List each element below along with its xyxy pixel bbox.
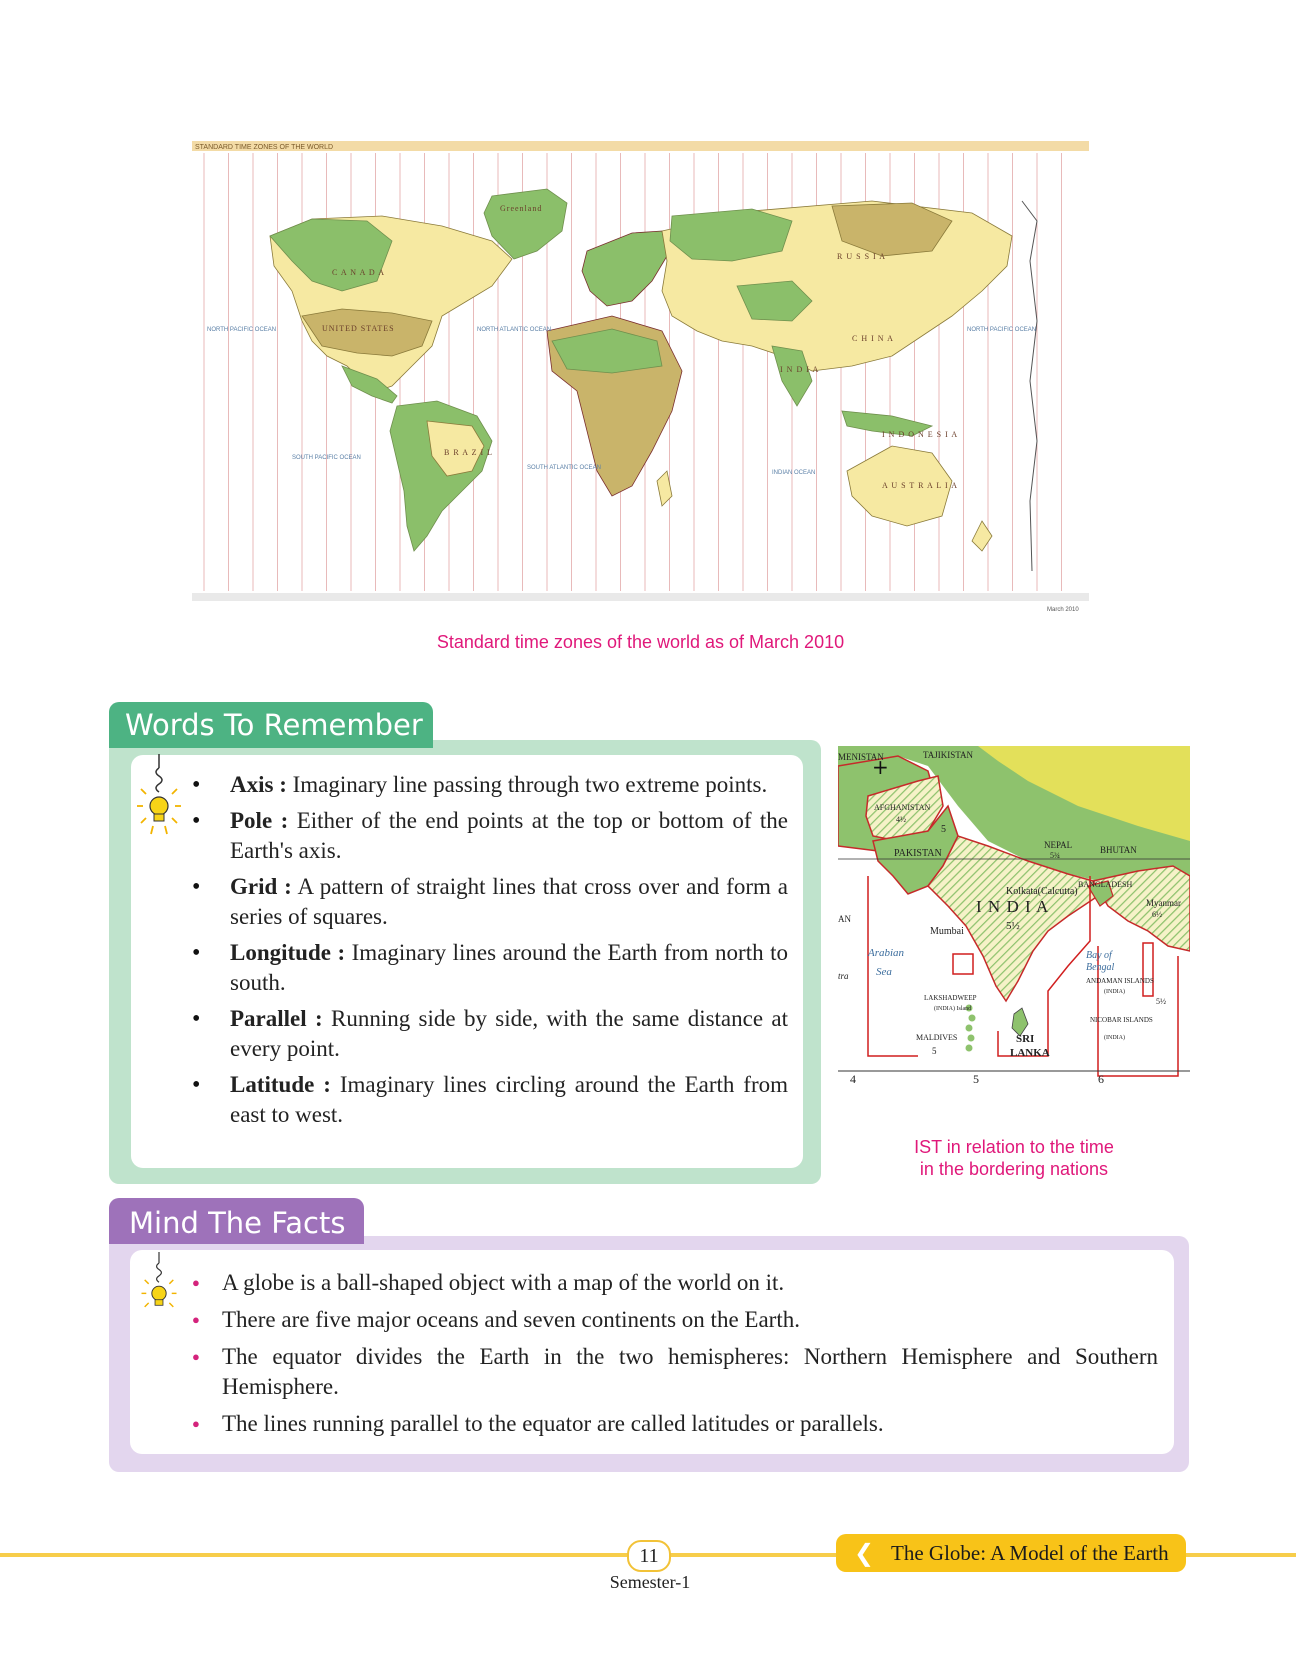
label-maldives: MALDIVES <box>916 1033 958 1042</box>
chapter-title: The Globe: A Model of the Earth <box>891 1541 1169 1565</box>
label-india: I N D I A <box>780 365 820 374</box>
tick-4: 4 <box>850 1072 856 1086</box>
label-lanka: LANKA <box>1010 1047 1050 1059</box>
label-pakistan: PAKISTAN <box>894 848 942 859</box>
map-title: STANDARD TIME ZONES OF THE WORLD <box>195 144 334 151</box>
label-bay-2: Bengal <box>1086 962 1115 973</box>
label-andaman: ANDAMAN ISLANDS <box>1086 977 1154 985</box>
label-india-tz: 5½ <box>1006 920 1020 932</box>
chevron-left-icon: ❮ <box>854 1539 875 1567</box>
tick-5: 5 <box>973 1072 979 1086</box>
label-nepal: NEPAL <box>1044 840 1073 850</box>
label-lakshadweep-note: (INDIA) Island <box>934 1006 972 1012</box>
label-bangladesh: BANGLADESH <box>1078 880 1133 889</box>
india-map-caption <box>838 1136 1190 1180</box>
label-nepal-tz: 5¾ <box>1050 851 1060 860</box>
plus-marker: + <box>872 755 889 779</box>
label-turkmenistan: MENISTAN <box>838 752 884 762</box>
word-item-grid <box>192 872 788 932</box>
fact-item: ● The equator divides the Earth in the two hemispheres: Northern Hemisphere and Southern Hemisphere. <box>192 1342 1158 1402</box>
word-definition: Imaginary lines around the Earth from north to south. <box>230 940 788 995</box>
label-andaman-tz: 5½ <box>1156 997 1166 1006</box>
label-myanmar: Myanmar <box>1146 898 1181 908</box>
word-item-longitude <box>192 938 788 998</box>
india-caption-line-2: in the bordering nations <box>919 1159 1109 1179</box>
tick-6: 6 <box>1098 1072 1104 1086</box>
label-bay-1: Bay of <box>1086 950 1112 961</box>
facts-list <box>192 1268 1158 1446</box>
word-term: Pole : <box>230 808 289 833</box>
label-sri: SRI <box>1016 1033 1035 1045</box>
label-russia: R U S S I A <box>837 252 887 261</box>
semester-label: Semester-1 <box>609 1572 691 1592</box>
label-south-pacific: SOUTH PACIFIC OCEAN <box>292 455 361 461</box>
word-term: Axis : <box>230 772 287 797</box>
india-time-zone-map <box>838 746 1190 1124</box>
label-south-atlantic: SOUTH ATLANTIC OCEAN <box>527 465 601 471</box>
mind-the-facts-title: Mind The Facts <box>109 1198 364 1244</box>
label-indonesia: I N D O N E S I A <box>882 430 959 439</box>
label-indian-ocean: INDIAN OCEAN <box>772 470 816 476</box>
word-item-parallel <box>192 1004 788 1064</box>
label-partial-2: tra <box>838 971 849 981</box>
label-arabian-2: Sea <box>876 966 892 978</box>
label-nicobar: NICOBAR ISLANDS <box>1090 1016 1153 1024</box>
fact-item: ● A globe is a ball-shaped object with a map of the world on it. <box>192 1268 1158 1298</box>
word-definition: A pattern of straight lines that cross over and form a series of squares. <box>230 874 788 929</box>
label-maldives-tz: 5 <box>932 1046 937 1056</box>
fact-item: ● There are five major oceans and seven continents on the Earth. <box>192 1305 1158 1335</box>
label-lakshadweep: LAKSHADWEEP <box>924 994 977 1002</box>
word-item-axis <box>192 770 788 800</box>
chapter-badge <box>836 1534 1186 1572</box>
label-greenland: Greenland <box>500 204 543 213</box>
label-brazil: B R A Z I L <box>444 448 494 457</box>
word-term: Longitude : <box>230 940 346 965</box>
words-list <box>192 770 788 1136</box>
label-partial-1: AN <box>838 914 851 924</box>
label-pakistan-tz: 5 <box>941 824 946 835</box>
word-item-pole <box>192 806 788 866</box>
world-map-caption: Standard time zones of the world as of March 2010 <box>436 632 845 652</box>
words-to-remember-title: Words To Remember <box>109 702 433 748</box>
label-canada: C A N A D A <box>332 268 386 277</box>
label-andaman-note: (INDIA) <box>1104 989 1125 995</box>
label-china: C H I N A <box>852 334 894 343</box>
label-north-atlantic: NORTH ATLANTIC OCEAN <box>477 327 552 333</box>
label-myanmar-tz: 6½ <box>1152 910 1162 919</box>
label-kolkata: Kolkata(Calcutta) <box>1006 886 1078 897</box>
label-north-pacific-left: NORTH PACIFIC OCEAN <box>207 327 277 333</box>
map-bottom-band <box>192 593 1089 601</box>
label-afghanistan: AFGHANISTAN <box>874 803 931 812</box>
lightbulb-icon <box>137 754 181 842</box>
label-australia: A U S T R A L I A <box>882 481 958 490</box>
word-term: Grid : <box>230 874 292 899</box>
lightbulb-icon <box>140 1252 178 1322</box>
word-term: Parallel : <box>230 1006 323 1031</box>
label-usa: UNITED STATES <box>322 324 395 333</box>
world-time-zone-map <box>192 141 1089 615</box>
label-nicobar-note: (INDIA) <box>1104 1035 1125 1041</box>
label-tajikistan: TAJIKISTAN <box>923 750 974 760</box>
label-afghanistan-tz: 4½ <box>896 815 906 824</box>
label-mumbai: Mumbai <box>930 926 964 937</box>
label-bhutan: BHUTAN <box>1100 845 1137 855</box>
word-definition: Running side by side, with the same distance at every point. <box>230 1006 789 1061</box>
word-definition: Either of the end points at the top or bottom of the Earth's axis. <box>230 808 789 863</box>
label-india: I N D I A <box>976 897 1050 916</box>
india-caption-line-1: IST in relation to the time <box>914 1137 1114 1157</box>
label-arabian-1: Arabian <box>868 947 905 959</box>
label-north-pacific-right: NORTH PACIFIC OCEAN <box>967 327 1037 333</box>
word-item-latitude <box>192 1070 788 1130</box>
fact-item: ● The lines running parallel to the equator are called latitudes or parallels. <box>192 1409 1158 1439</box>
label-map-date: March 2010 <box>1047 607 1079 613</box>
word-term: Latitude : <box>230 1072 331 1097</box>
word-definition: Imaginary lines circling around the Earth from east to west. <box>230 1072 789 1127</box>
page-number: 11 <box>627 1540 671 1572</box>
word-definition: Imaginary line passing through two extreme points. <box>292 772 768 797</box>
